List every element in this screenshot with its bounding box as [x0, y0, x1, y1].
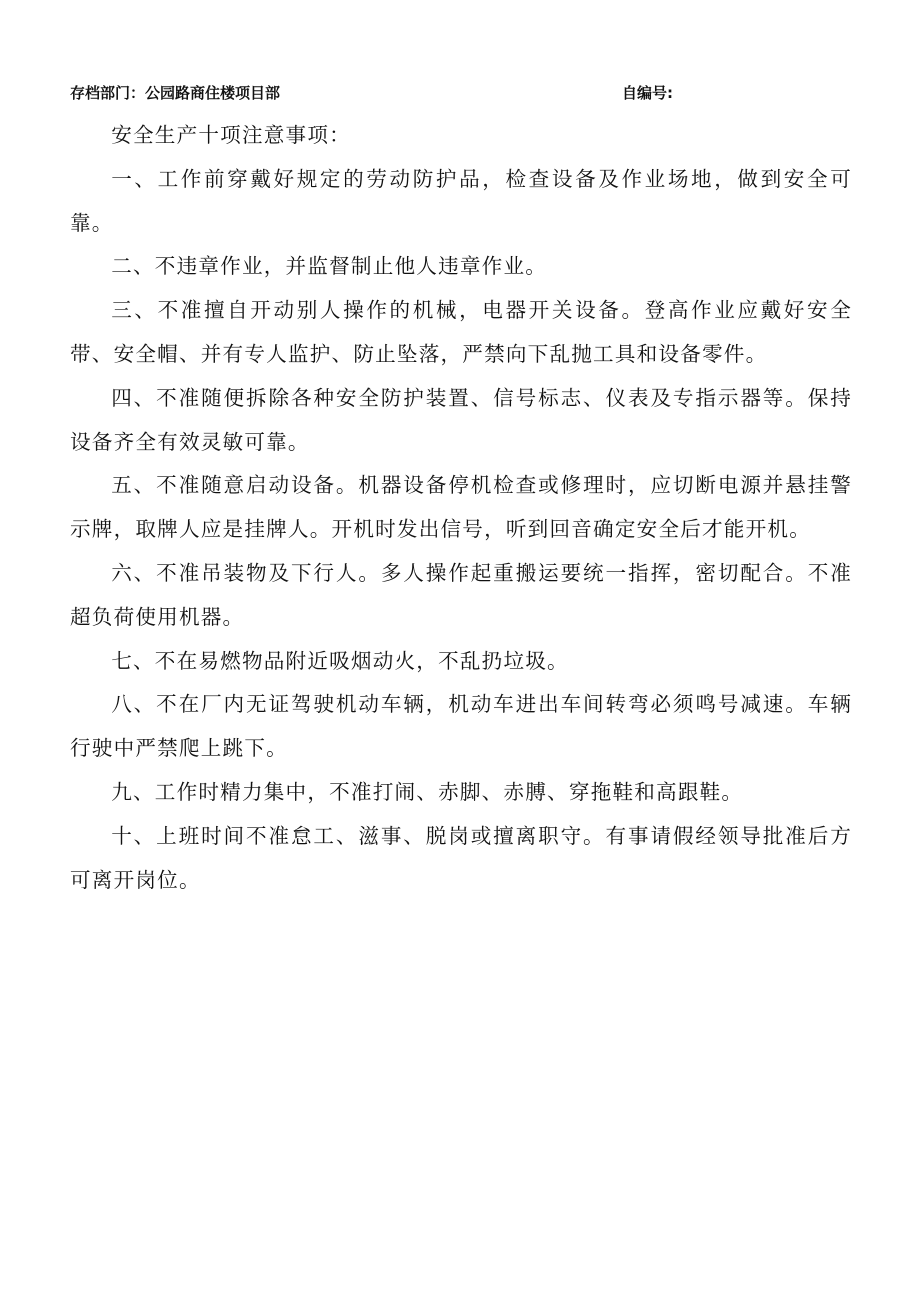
rule-item-5: 五、不准随意启动设备。机器设备停机检查或修理时，应切断电源并悬挂警示牌，取牌人应是挂牌人。开机时发出信号，听到回音确定安全后才能开机。 — [70, 473, 852, 542]
document-title: 安全生产十项注意事项： — [111, 123, 351, 147]
document-header — [70, 82, 850, 104]
archive-department: 存档部门：公园路商住楼项目部 — [70, 84, 281, 102]
rule-item-6: 六、不准吊装物及下行人。多人操作起重搬运要统一指挥，密切配合。不准超负荷使用机器。 — [70, 560, 852, 629]
rule-item-4: 四、不准随便拆除各种安全防护装置、信号标志、仪表及专指示器等。保持设备齐全有效灵敏可靠。 — [70, 385, 852, 454]
document-body — [70, 114, 852, 902]
rule-item-1: 一、工作前穿戴好规定的劳动防护品，检查设备及作业场地，做到安全可靠。 — [70, 166, 852, 235]
serial-number-label: 自编号: — [622, 84, 673, 102]
rule-item-2: 二、不违章作业，并监督制止他人违章作业。 — [111, 254, 548, 279]
rule-item-9: 九、工作时精力集中，不准打闹、赤脚、赤膊、穿拖鞋和高跟鞋。 — [111, 779, 744, 804]
rule-item-7: 七、不在易燃物品附近吸烟动火，不乱扔垃圾。 — [111, 648, 569, 673]
rule-item-8: 八、不在厂内无证驾驶机动车辆，机动车进出车间转弯必须鸣号减速。车辆行驶中严禁爬上跳下。 — [70, 692, 852, 761]
rule-item-3: 三、不准擅自开动别人操作的机械，电器开关设备。登高作业应戴好安全带、安全帽、并有专人监护、防止坠落，严禁向下乱抛工具和设备零件。 — [70, 298, 852, 366]
rule-item-10: 十、上班时间不准怠工、滋事、脱岗或擅离职守。有事请假经领导批准后方可离开岗位。 — [70, 823, 852, 892]
